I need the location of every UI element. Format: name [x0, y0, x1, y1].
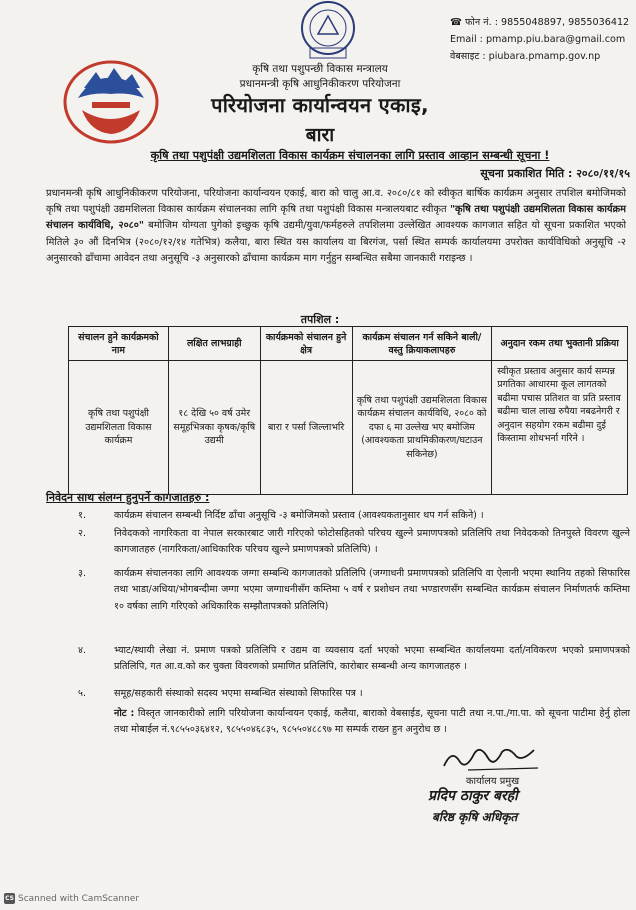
website-label: वेबसाइट : [450, 51, 489, 62]
list-item-number: ४. [78, 645, 87, 656]
published-date: सूचना प्रकाशित मिति : २०८०/११/१५ [480, 167, 630, 180]
scanner-watermark-text: Scanned with CamScanner [18, 893, 140, 904]
project-name: प्रधानमन्त्री कृषि आधुनिकीकरण परियोजना [239, 78, 401, 90]
list-item-number: ३. [78, 568, 87, 579]
table-row [69, 361, 628, 495]
table-header-cell: कार्यक्रमको संचालन हुने क्षेत्र [260, 327, 352, 361]
notice-body-procedure-title: "कृषि तथा पशुपंक्षी उद्यमशिलता विकास कार्यक्रम संचालन कार्यविधि, २०८०" [46, 204, 626, 232]
list-item-number: १. [78, 510, 87, 521]
list-item-text: भ्याट/स्थायी लेखा नं. प्रमाण पत्रको प्रतिलिपि र उद्यम वा व्यवसाय दर्ता भएको भएमा सम्बन्धित कार्यालयमा दर्ता/नविकरण भएको प्रमाणपत्रको प्रतिलिपि, गत आ.व.को कर चुक्ता विवरणको प्रमाणित प्रतिलिपि, कारोबार सम्बन्धी अन्य कागजातहरु । [114, 645, 630, 673]
table-header-cell: संचालन हुने कार्यक्रमको नाम [69, 327, 169, 361]
phone-icon: ☎ [450, 17, 462, 28]
note-label: नोट : [114, 708, 135, 719]
signatory-name: प्रदिप ठाकुर बरही [428, 788, 518, 804]
list-item-number: ५. [78, 688, 87, 699]
note-paragraph [114, 706, 630, 738]
table-cell: कृषि तथा पशुपंक्षी उद्यमशिलता विकास कार्यक्रम संचालन कार्यविधि, २०८० को दफा ६ मा उल्लेख भए बमोजिम (आवश्यकता प्राथमिकीकरण/घटाउन सकिनेछ) [352, 361, 492, 495]
phone-row [450, 14, 636, 31]
table-cell: कृषि तथा पशुपंक्षी उद्यमशिलता विकास कार्यक्रम [69, 361, 169, 495]
district-name: बारा [305, 124, 335, 146]
scanner-watermark [4, 893, 139, 904]
notice-body-part-1: प्रधानमन्त्री कृषि आधुनिकीकरण परियोजना, परियोजना कार्यान्वयन एकाई, बारा को चालु आ.व. २०८०/८१ को स्वीकृत बार्षिक कार्यक्रम अनुसार तपशिल बमोजिमको कृषि तथा पशुपंक्षी उद्यमशिलता विकास कार्यक्रम संचालनका लागि कृषि तथा पशुपंक्षी विकास मन्त्रालयबाट स्वीकृत [46, 188, 626, 216]
table-cell: १८ देखि ५० वर्ष उमेर समूहभित्रका कृषक/कृषि उद्यमी [168, 361, 260, 495]
documents-title: निवेदन साथ संलग्न हुनुपर्ने कागजातहरु : [46, 491, 210, 504]
website-url[interactable]: piubara.pmamp.gov.np [488, 51, 601, 62]
notice-subject: कृषि तथा पशुपंक्षी उद्यमशिलता विकास कार्यक्रम संचालनका लागि प्रस्ताव आव्हान सम्बन्धी सूचना ! [150, 149, 550, 162]
phone-label: फोन नं. : [465, 17, 501, 28]
list-item-number: २. [78, 528, 87, 539]
contact-block [450, 14, 636, 65]
list-item-text: निवेदकको नागरिकता वा नेपाल सरकारबाट जारी गरिएको फोटोसहितको परिचय खुल्ने प्रमाणपत्रको प्रतिलिपि तथा निवेदकको तिनपुस्ते विवरण खुल्ने कागजातहरु (नागरिकता/आधिकारिक परिचय खुल्ने प्रमाणपत्रको प्रतिलिपि) । [114, 528, 630, 556]
camscanner-logo-icon: CS [5, 895, 14, 902]
list-item-text: कार्यक्रम संचालन सम्बन्धी निर्दिष्ट ढाँचा अनुसूचि -३ बमोजिमको प्रस्ताव (आवश्यकतानुसार थप गर्न सकिने) । [114, 510, 484, 521]
table-cell: स्वीकृत प्रस्ताव अनुसार कार्य सम्पन्न प्रगतिका आधारमा कूल लागतको बढीमा पचास प्रतिशत वा प्रति प्रस्ताव बढीमा चाल लाख रुपैया नबढनेगरी र अनुदान सहयोग रकम बढीमा दुई किस्तामा शोधभर्ना गरिने । [492, 361, 628, 495]
note-text: विस्तृत जानकारीको लागि परियोजना कार्यान्वयन एकाई, कलैया, बाराको वेबसाईड, सूचना पाटी तथा न.पा./गा.पा. को सूचना पाटीमा हेर्नु होला तथा मोबाईल नं.९८५५०३६४१२, ९८५५०४६८३५, ९८५५०४८८९७ मा सम्पर्क राख्न हुन अनुरोध छ । [114, 708, 630, 736]
notice-body-part-2: बमोजिम योग्यता पुगेको इच्छुक कृषि उद्यमी/युवा/फर्महरुले तपशिलमा उल्लेखित आवश्यक कागजात सहित यो सूचना प्रकाशित भएको मितिले ३० औं दिनभित्र (२०८०/१२/१४ गतेभित्र) कलैया, बारा स्थित यस कार्यालय वा बिरगंज, पर्सा स्थित सम्पर्क कार्यालयमा उपरोक्त कार्यविधिको अनुसूचि -२ अनुसारको ढाँचामा आवेदन तथा अनुसूचि -३ अनुसारको ढाँचामा कार्यक्रम माग गर्नुहुन सम्बन्धित सबैमा जानकारी गराइन्छ । [46, 220, 627, 264]
handwritten-signature-icon [438, 740, 548, 776]
notice-body [46, 186, 626, 267]
details-table [68, 326, 628, 495]
list-item-text: कार्यक्रम संचालनका लागि आवश्यक जग्गा सम्बन्धि कागजातको प्रतिलिपि (जग्गाधनी प्रमाणपत्रको प्रतिलिपि वा ऐलानी भएमा स्थानिय तहको सिफारिस तथा भाडा/अधिया/भोगबन्दीमा जग्गा भएमा जग्गाधनीसँग कम्तिमा ५ वर्ष र प्रशोधन तथा भण्डारणसँग सम्बन्धित कार्यक्रम संचालन निर्माणतर्फ कम्तिमा १० वर्षका लागि गरिएको अधिकारिक सम्झौतापत्रको प्रतिलिपि) [114, 568, 630, 612]
table-header-row [69, 327, 628, 361]
table-caption: तपशिल : [300, 313, 340, 326]
phone-numbers: 9855048897, 9855036412 [500, 17, 630, 28]
table-header-cell: अनुदान रकम तथा भुक्तानी प्रक्रिया [492, 327, 628, 361]
table-header-cell: कार्यक्रम संचालन गर्न सकिने बाली/वस्तु क्रियाकलापहरु [352, 327, 492, 361]
ministry-name: कृषि तथा पशुपन्छी विकास मन्त्रालय [252, 63, 388, 75]
email-address[interactable]: pmamp.piu.bara@gmail.com [485, 34, 626, 45]
official-seal-icon [280, 0, 376, 62]
list-item-text: समूह/सहकारी संस्थाको सदस्य भएमा सम्बन्धित संस्थाको सिफारिस पत्र । [114, 688, 363, 699]
signatory-role: कार्यालय प्रमुख [466, 776, 520, 787]
email-label: Email : [450, 34, 486, 45]
signatory-title: बरिष्ठ कृषि अधिकृत [432, 810, 518, 824]
table-header-cell: लक्षित लाभग्राही [168, 327, 260, 361]
email-row [450, 31, 636, 48]
office-name: परियोजना कार्यान्वयन एकाइ, [211, 93, 429, 117]
table-cell: बारा र पर्सा जिल्लाभरि [260, 361, 352, 495]
